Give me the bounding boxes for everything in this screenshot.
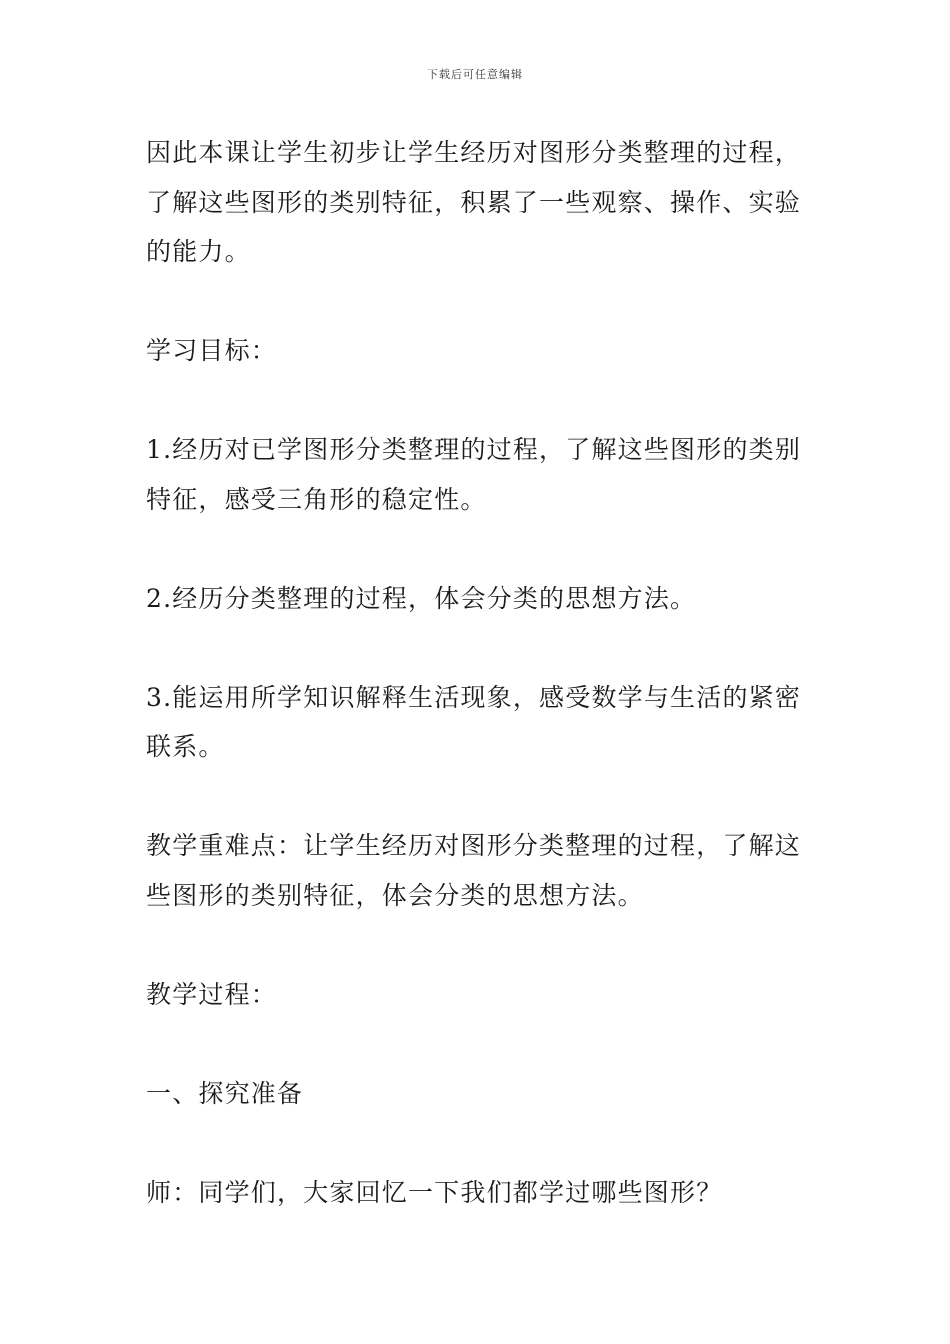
- paragraph-gap: [146, 1019, 811, 1069]
- paragraph-gap: [146, 623, 811, 673]
- paragraph-gap: [146, 772, 811, 822]
- goal-item-1: 1.经历对已学图形分类整理的过程，了解这些图形的类别特征，感受三角形的稳定性。: [146, 435, 802, 514]
- heading-learning-goals: 学习目标：: [146, 336, 278, 365]
- page-header-note: 下载后可任意编辑: [427, 68, 523, 81]
- heading-teaching-process: 教学过程：: [146, 979, 278, 1009]
- paragraph-gap: [146, 524, 811, 574]
- document-body: [146, 128, 811, 1217]
- teacher-question: 师：同学们，大家回忆一下我们都学过哪些图形？: [146, 1177, 723, 1207]
- section-exploration-prep: 一、探究准备: [146, 1078, 304, 1108]
- goal-item-3: 3.能运用所学知识解释生活现象，感受数学与生活的紧密联系。: [146, 682, 802, 761]
- teaching-key-points: 教学重难点：让学生经历对图形分类整理的过程，了解这些图形的类别特征，体会分类的思想方法。: [146, 831, 802, 910]
- goal-item-2: 2.经历分类整理的过程，体会分类的思想方法。: [146, 583, 697, 613]
- paragraph-gap: [146, 376, 811, 426]
- paragraph-gap: [146, 920, 811, 970]
- paragraph-gap: [146, 1118, 811, 1168]
- paragraph-gap: [146, 277, 811, 327]
- paragraph-intro: 因此本课让学生初步让学生经历对图形分类整理的过程，了解这些图形的类别特征，积累了一些观察、操作、实验的能力。: [146, 138, 802, 266]
